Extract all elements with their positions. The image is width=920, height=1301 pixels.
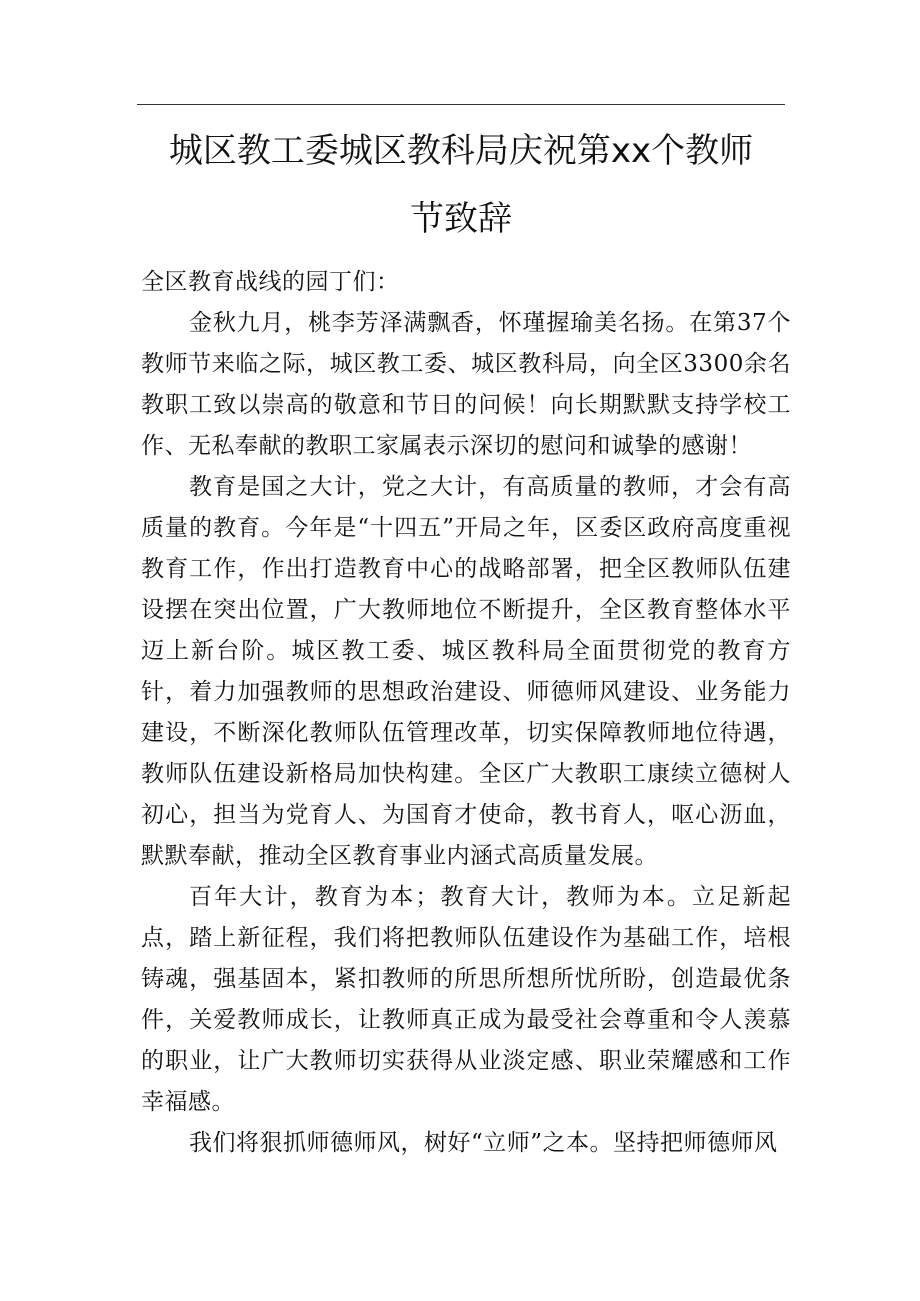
document-title-line-1: 城区教工委城区教科局庆祝第xx个教师 <box>168 131 754 171</box>
paragraph-1: 金秋九月，桃李芳泽满飘香，怀瑾握瑜美名扬。在第37个教师节来临之际，城区教工委、城区教科局，向全区3300余名教职工致以崇高的敬意和节日的问候！向长期默默支持学校工作、无私奉献的教职工家属表示深切的慰问和诚挚的感谢！ <box>141 310 791 459</box>
header-rule <box>137 104 785 105</box>
document-title-line-2: 节致辞 <box>410 199 512 239</box>
salutation: 全区教育战线的园丁们： <box>141 269 400 295</box>
paragraph-3: 百年大计，教育为本；教育大计，教师为本。立足新起点，踏上新征程，我们将把教师队伍建设作为基础工作，培根铸魂，强基固本，紧扣教师的所思所想所忧所盼，创造最优条件，关爱教师成长，让教师真正成为最受社会尊重和令人羡慕的职业，让广大教师切实获得从业淡定感、职业荣耀感和工作幸福感。 <box>141 884 791 1115</box>
document-body <box>141 262 791 1164</box>
paragraph-2: 教育是国之大计，党之大计，有高质量的教师，才会有高质量的教育。今年是“十四五”开局之年，区委区政府高度重视教育工作，作出打造教育中心的战略部署，把全区教师队伍建设摆在突出位置，广大教师地位不断提升，全区教育整体水平迈上新台阶。城区教工委、城区教科局全面贯彻党的教育方针，着力加强教师的思想政治建设、师德师风建设、业务能力建设，不断深化教师队伍管理改革，切实保障教师地位待遇，教师队伍建设新格局加快构建。全区广大教职工康续立德树人初心，担当为党育人、为国育才使命，教书育人，呕心沥血，默默奉献，推动全区教育事业内涵式高质量发展。 <box>141 474 791 869</box>
paragraph-4: 我们将狠抓师德师风，树好“立师”之本。坚持把师德师风 <box>189 1130 778 1156</box>
